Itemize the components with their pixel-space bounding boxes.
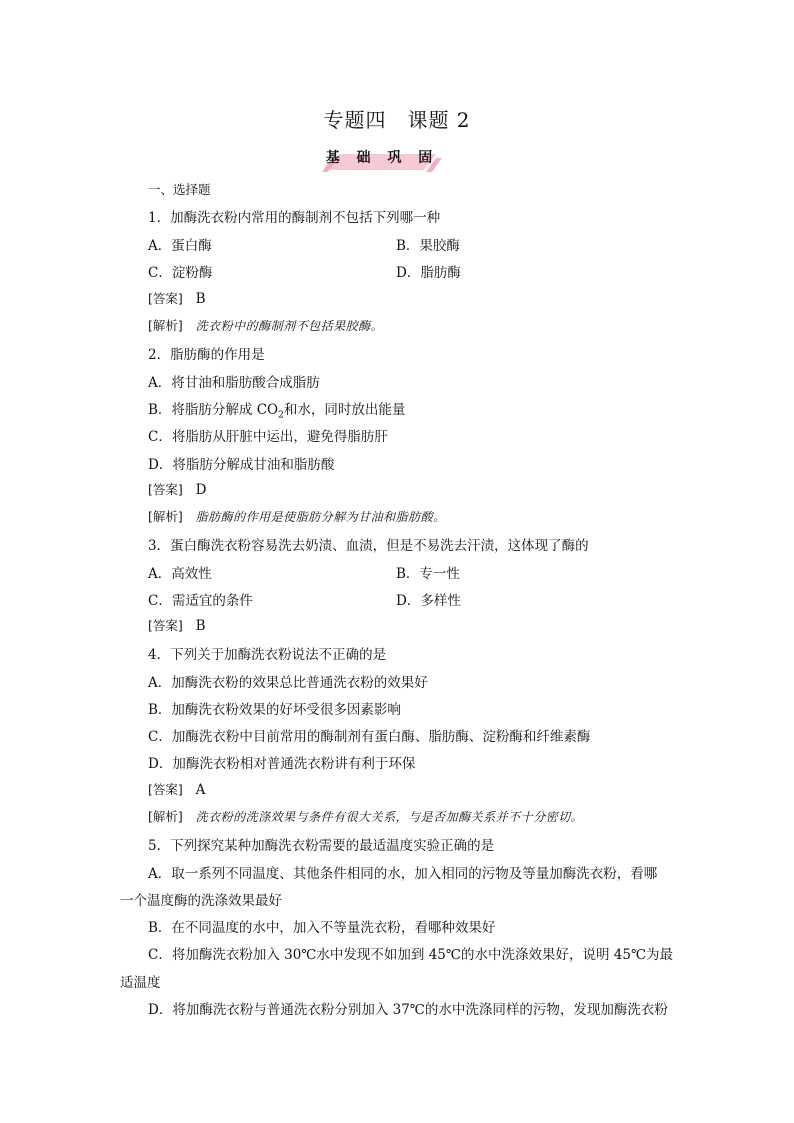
question-1-answer [148,289,206,307]
question-2-explanation [148,507,446,525]
question-1-explanation [148,316,383,334]
question-4-option-d: D．加酶洗衣粉相对普通洗衣粉讲有利于环保 [148,756,416,772]
explain-tag: [解析] [148,318,183,333]
question-1-option-b: B．果胶酶 [396,238,460,254]
question-2-stem: 2．脂肪酶的作用是 [148,347,265,363]
section-banner [318,144,446,172]
question-5-stem: 5．下列探究某种加酶洗衣粉需要的最适温度实验正确的是 [148,838,495,854]
answer-tag: [答案] [148,482,183,497]
question-1-option-a: A．蛋白酶 [148,238,212,254]
answer-tag: [答案] [148,782,183,797]
question-1-option-c: C．淀粉酶 [148,265,213,281]
question-1-stem: 1．加酶洗衣粉内常用的酶制剂不包括下列哪一种 [148,210,441,226]
answer-tag: [答案] [148,618,183,633]
explain-text: 洗衣粉中的酶制剂不包括果胶酶。 [195,319,384,333]
question-3-option-d: D．多样性 [396,593,461,609]
answer-value: D [195,482,207,498]
page-title: 专题四 课题 2 [323,108,471,132]
answer-value: A [195,782,206,798]
question-1-options-row-1 [148,234,212,254]
question-2-option-c: C．将脂肪从肝脏中运出，避免得脂肪肝 [148,429,388,445]
question-4-option-b: B．加酶洗衣粉效果的好坏受很多因素影响 [148,702,401,718]
explain-tag: [解析] [148,509,183,524]
answer-value: B [195,618,206,634]
question-5-option-c-cont: 适温度 [120,975,161,991]
question-4-answer [148,780,205,798]
question-4-stem: 4．下列关于加酶洗衣粉说法不正确的是 [148,647,387,663]
question-3-answer [148,616,206,634]
question-4-option-c: C．加酶洗衣粉中目前常用的酶制剂有蛋白酶、脂肪酶、淀粉酶和纤维素酶 [148,729,591,745]
question-2-option-b: B．将脂肪分解成 $CO_2$和水，同时放出能量 [148,402,406,421]
banner-label: 基 础 巩 固 [325,150,439,166]
answer-tag: [答案] [148,291,183,306]
explain-tag: [解析] [148,809,183,824]
question-2-option-a: A．将甘油和脂肪酸合成脂肪 [148,375,320,391]
question-3-stem: 3．蛋白酶洗衣粉容易洗去奶渍、血渍，但是不易洗去汗渍，这体现了酶的 [148,538,589,554]
section-heading: 一、选择题 [148,182,211,197]
question-5-option-b: B．在不同温度的水中，加入不等量洗衣粉，看哪种效果好 [148,920,496,936]
question-4-option-a: A．加酶洗衣粉的效果总比普通洗衣粉的效果好 [148,675,428,691]
explain-text: 脂肪酶的作用是使脂肪分解为甘油和脂肪酸。 [195,510,446,524]
question-3-option-c: C．需适宜的条件 [148,593,253,609]
question-3-option-b: B．专一性 [396,566,460,582]
question-5-option-d: D．将加酶洗衣粉与普通洗衣粉分别加入 37℃的水中洗涤同样的污物，发现加酶洗衣粉 [148,1002,668,1018]
question-4-explanation [148,807,583,825]
question-5-option-c: C．将加酶洗衣粉加入 30℃水中发现不如加到 45℃的水中洗涤效果好，说明 45℃为最 [148,947,674,963]
question-5-option-a-cont: 一个温度酶的洗涤效果最好 [120,893,282,909]
question-1-option-d: D．脂肪酶 [396,265,461,281]
question-5-option-a: A．取一系列不同温度、其他条件相同的水，加入相同的污物及等量加酶洗衣粉，看哪 [148,866,658,882]
answer-value: B [195,291,206,307]
question-3-option-a: A．高效性 [148,566,212,582]
explain-text: 洗衣粉的洗涤效果与条件有很大关系，与是否加酶关系并不十分密切。 [195,810,584,824]
question-2-answer [148,480,206,498]
question-2-option-d: D．将脂肪分解成甘油和脂肪酸 [148,457,335,473]
